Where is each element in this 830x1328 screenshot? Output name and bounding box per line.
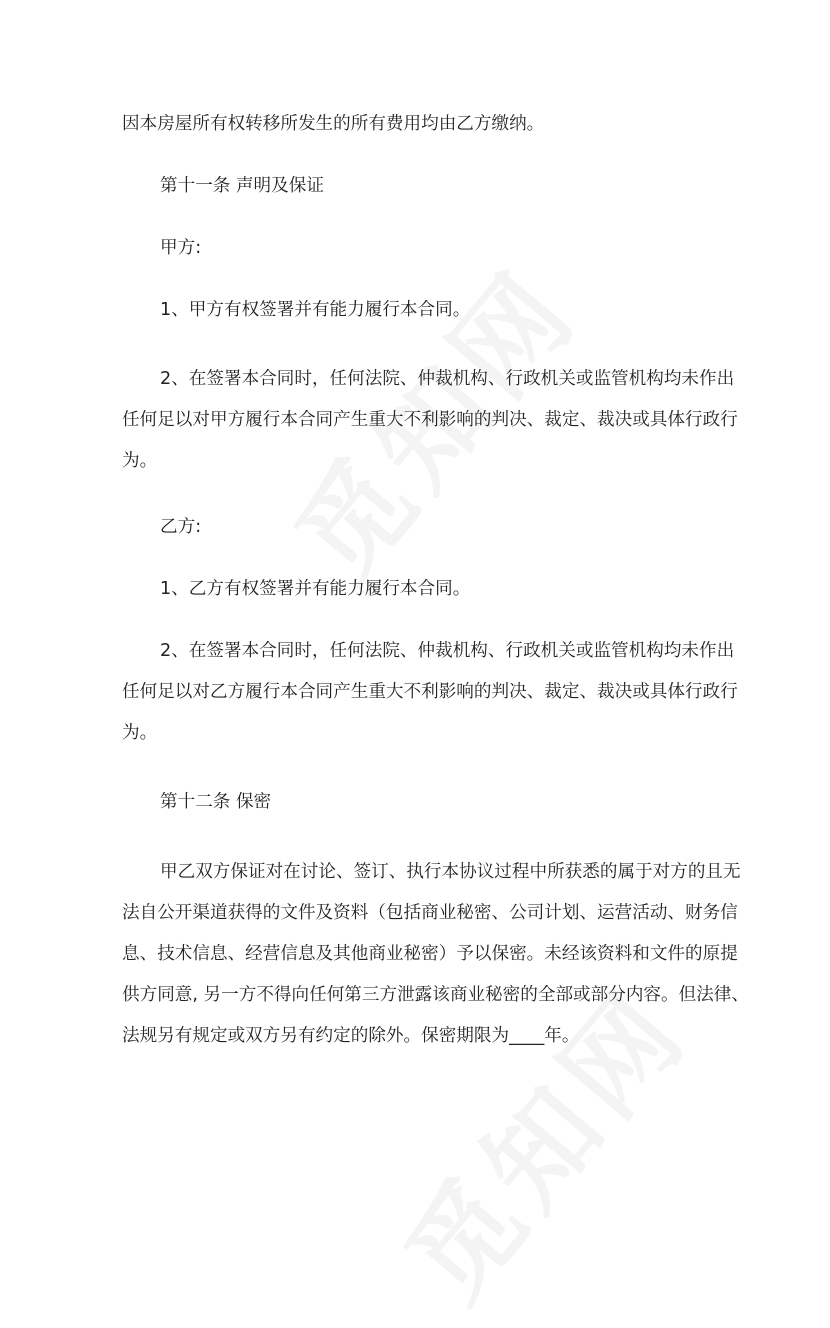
text-line: 2、在签署本合同时，任何法院、仲裁机构、行政机关或监管机构均未作出 [160,369,735,389]
text-line: 任何足以对乙方履行本合同产生重大不利影响的判决、裁定、裁决或具体行政行 [122,682,738,702]
fee-paragraph [122,104,722,145]
text-line: 为。 [122,723,158,743]
confidentiality-paragraph [122,852,749,1057]
party-a-label [122,228,722,269]
party-b-clause-1 [122,569,722,610]
party-a-clause-2 [122,359,738,482]
text-line: 为。 [122,451,158,471]
text-line: 供方同意, 另一方不得向任何第三方泄露该商业秘密的全部或部分内容。但法律、 [122,985,749,1005]
text-line: 因本房屋所有权转移所发生的所有费用均由乙方缴纳。 [122,114,545,134]
text-line: 1、甲方有权签署并有能力履行本合同。 [160,300,471,320]
article-12-heading [122,782,722,823]
text-line: 法自公开渠道获得的文件及资料（包括商业秘密、公司计划、运营活动、财务信 [122,903,738,923]
text-line: 1、乙方有权签署并有能力履行本合同。 [160,579,471,599]
text-line: 甲乙双方保证对在讨论、签订、执行本协议过程中所获悉的属于对方的且无 [160,862,741,882]
text-line: 第十二条 保密 [160,792,272,812]
party-b-label [122,507,722,548]
text-line: 第十一条 声明及保证 [160,176,324,196]
text-line: 甲方: [160,238,202,258]
text-line: 乙方: [160,517,202,537]
text-line: 息、技术信息、经营信息及其他商业秘密）予以保密。未经该资料和文件的原提 [122,944,738,964]
article-11-heading [122,166,722,207]
party-a-clause-1 [122,290,722,331]
party-b-clause-2 [122,631,738,754]
text-line: 法规另有规定或双方另有约定的除外。保密期限为____年。 [122,1026,580,1046]
text-line: 2、在签署本合同时，任何法院、仲裁机构、行政机关或监管机构均未作出 [160,641,735,661]
text-line: 任何足以对甲方履行本合同产生重大不利影响的判决、裁定、裁决或具体行政行 [122,410,738,430]
